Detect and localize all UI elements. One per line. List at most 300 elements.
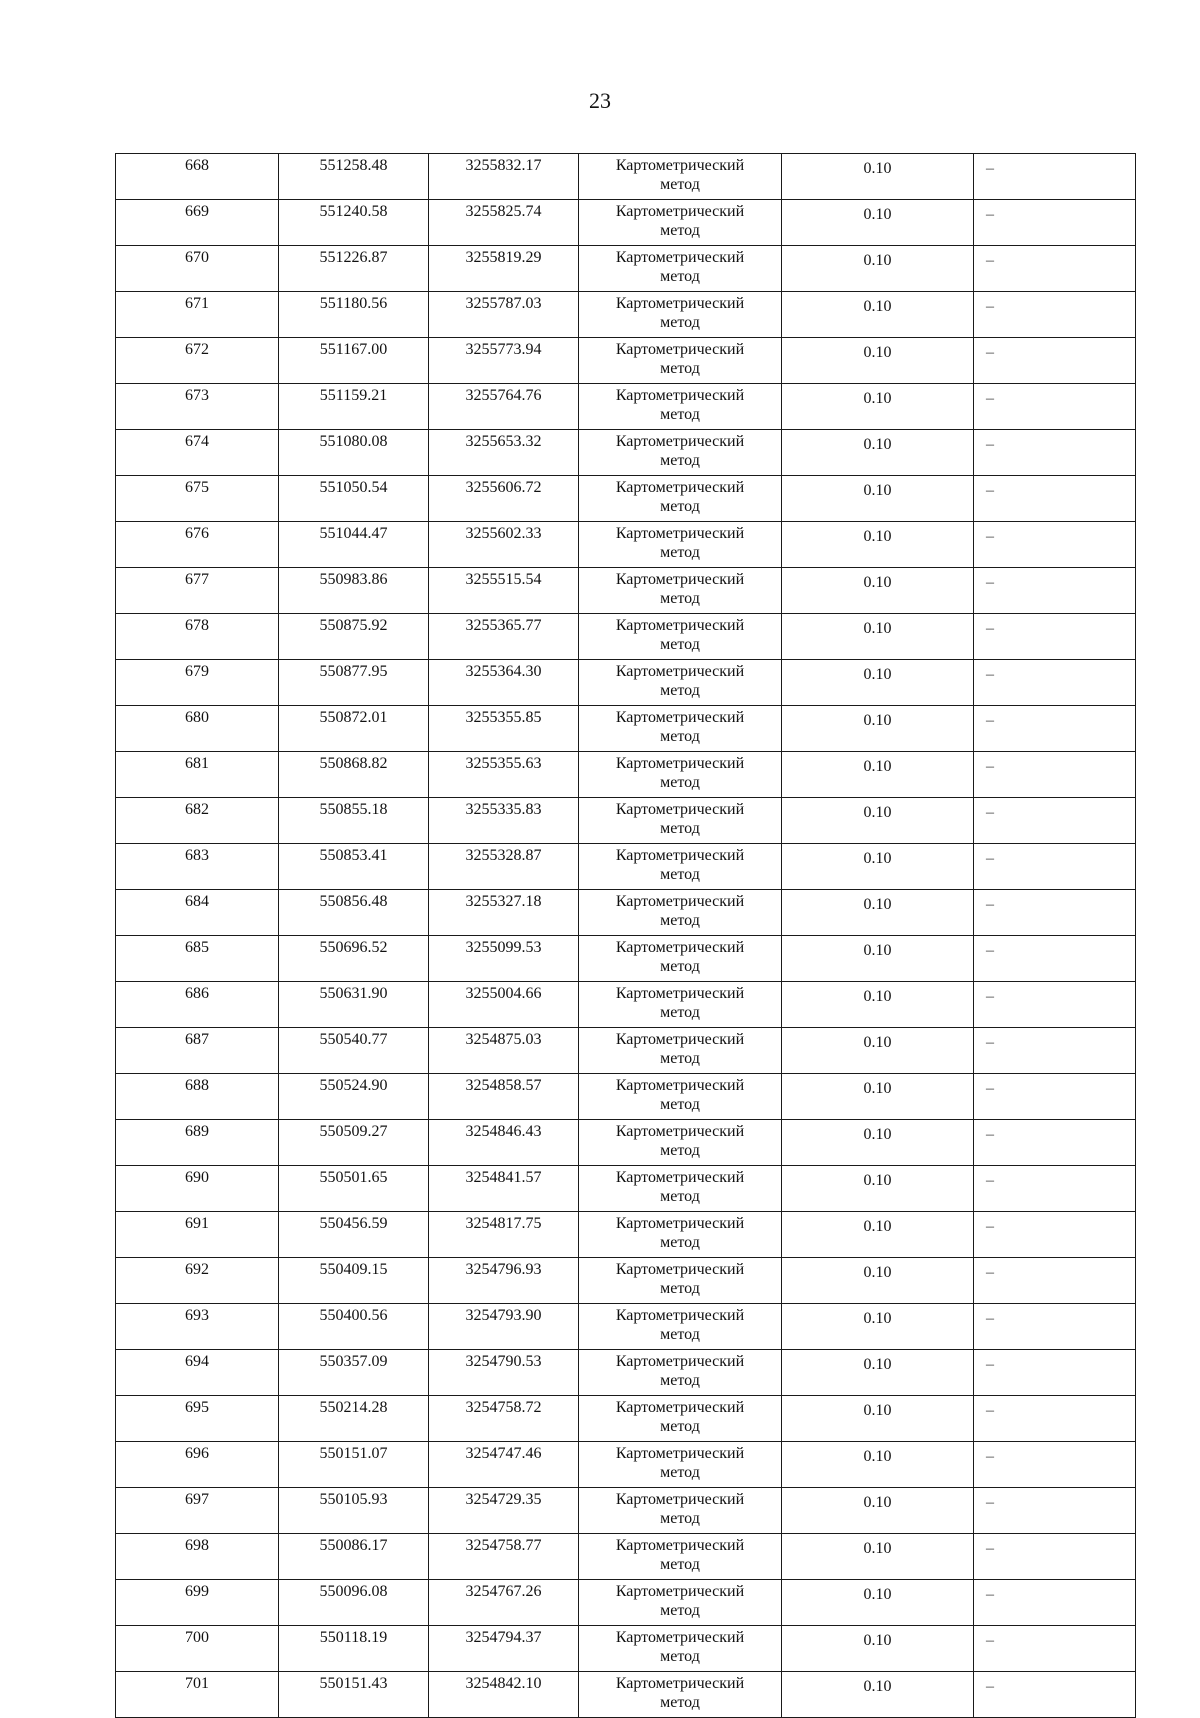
method-cell [579, 154, 782, 200]
method-label: Картометрический [615, 1399, 745, 1416]
table-row [116, 476, 1136, 522]
method-label: Картометрический [615, 387, 745, 404]
y-coordinate-cell: 3254796.93 [429, 1258, 579, 1304]
method-label-cont: метод [660, 176, 700, 193]
x-coordinate-cell: 550214.28 [279, 1396, 429, 1442]
note-cell: – [974, 936, 1136, 982]
table-row [116, 890, 1136, 936]
method-label-cont: метод [660, 1464, 700, 1481]
accuracy-cell: 0.10 [782, 1488, 974, 1534]
x-coordinate-cell: 550151.07 [279, 1442, 429, 1488]
method-cell [579, 1534, 782, 1580]
method-label-cont: метод [660, 1188, 700, 1205]
method-cell [579, 1028, 782, 1074]
x-coordinate-cell: 550456.59 [279, 1212, 429, 1258]
method-label: Картометрический [615, 571, 745, 588]
y-coordinate-cell: 3254793.90 [429, 1304, 579, 1350]
point-number-cell: 680 [116, 706, 279, 752]
method-cell [579, 1074, 782, 1120]
y-coordinate-cell: 3255602.33 [429, 522, 579, 568]
y-coordinate-cell: 3255819.29 [429, 246, 579, 292]
y-coordinate-cell: 3254846.43 [429, 1120, 579, 1166]
method-label-cont: метод [660, 774, 700, 791]
method-cell [579, 1304, 782, 1350]
table-row [116, 1350, 1136, 1396]
y-coordinate-cell: 3255355.85 [429, 706, 579, 752]
table-row [116, 1626, 1136, 1672]
accuracy-cell: 0.10 [782, 1442, 974, 1488]
note-cell: – [974, 1488, 1136, 1534]
accuracy-cell: 0.10 [782, 568, 974, 614]
method-label: Картометрический [615, 1031, 745, 1048]
note-cell: – [974, 1120, 1136, 1166]
point-number-cell: 668 [116, 154, 279, 200]
point-number-cell: 683 [116, 844, 279, 890]
y-coordinate-cell: 3255773.94 [429, 338, 579, 384]
method-label: Картометрический [615, 1077, 745, 1094]
method-label-cont: метод [660, 1004, 700, 1021]
point-number-cell: 677 [116, 568, 279, 614]
x-coordinate-cell: 551226.87 [279, 246, 429, 292]
x-coordinate-cell: 550855.18 [279, 798, 429, 844]
method-label: Картометрический [615, 341, 745, 358]
method-label-cont: метод [660, 498, 700, 515]
method-label: Картометрический [615, 1629, 745, 1646]
point-number-cell: 695 [116, 1396, 279, 1442]
method-cell [579, 890, 782, 936]
point-number-cell: 685 [116, 936, 279, 982]
x-coordinate-cell: 550118.19 [279, 1626, 429, 1672]
x-coordinate-cell: 550853.41 [279, 844, 429, 890]
table-row [116, 614, 1136, 660]
method-label-cont: метод [660, 1418, 700, 1435]
note-cell: – [974, 384, 1136, 430]
accuracy-cell: 0.10 [782, 292, 974, 338]
point-number-cell: 691 [116, 1212, 279, 1258]
note-cell: – [974, 982, 1136, 1028]
accuracy-cell: 0.10 [782, 1120, 974, 1166]
x-coordinate-cell: 551258.48 [279, 154, 429, 200]
table-row [116, 660, 1136, 706]
x-coordinate-cell: 551167.00 [279, 338, 429, 384]
method-cell [579, 798, 782, 844]
y-coordinate-cell: 3254875.03 [429, 1028, 579, 1074]
method-label-cont: метод [660, 1556, 700, 1573]
y-coordinate-cell: 3255653.32 [429, 430, 579, 476]
note-cell: – [974, 1580, 1136, 1626]
table-row [116, 1074, 1136, 1120]
method-cell [579, 1166, 782, 1212]
point-number-cell: 678 [116, 614, 279, 660]
table-row [116, 1166, 1136, 1212]
accuracy-cell: 0.10 [782, 982, 974, 1028]
accuracy-cell: 0.10 [782, 1166, 974, 1212]
x-coordinate-cell: 550105.93 [279, 1488, 429, 1534]
table-row [116, 1534, 1136, 1580]
point-number-cell: 701 [116, 1672, 279, 1718]
table-row [116, 1120, 1136, 1166]
note-cell: – [974, 706, 1136, 752]
page-number: 23 [589, 88, 611, 113]
table-row [116, 522, 1136, 568]
method-label: Картометрический [615, 1123, 745, 1140]
point-number-cell: 692 [116, 1258, 279, 1304]
y-coordinate-cell: 3255825.74 [429, 200, 579, 246]
table-row [116, 200, 1136, 246]
point-number-cell: 671 [116, 292, 279, 338]
method-label: Картометрический [615, 1583, 745, 1600]
method-cell [579, 292, 782, 338]
method-label: Картометрический [615, 249, 745, 266]
y-coordinate-cell: 3255787.03 [429, 292, 579, 338]
method-label-cont: метод [660, 406, 700, 423]
note-cell: – [974, 1442, 1136, 1488]
accuracy-cell: 0.10 [782, 844, 974, 890]
method-label-cont: метод [660, 590, 700, 607]
x-coordinate-cell: 550509.27 [279, 1120, 429, 1166]
method-label-cont: метод [660, 1326, 700, 1343]
table-row [116, 1488, 1136, 1534]
method-label: Картометрический [615, 985, 745, 1002]
accuracy-cell: 0.10 [782, 1074, 974, 1120]
method-label: Картометрический [615, 847, 745, 864]
y-coordinate-cell: 3255355.63 [429, 752, 579, 798]
method-label: Картометрический [615, 1675, 745, 1692]
method-cell [579, 1396, 782, 1442]
y-coordinate-cell: 3255004.66 [429, 982, 579, 1028]
accuracy-cell: 0.10 [782, 1028, 974, 1074]
table-row [116, 292, 1136, 338]
method-cell [579, 1212, 782, 1258]
method-label-cont: метод [660, 1234, 700, 1251]
method-label-cont: метод [660, 1280, 700, 1297]
y-coordinate-cell: 3255515.54 [429, 568, 579, 614]
point-number-cell: 689 [116, 1120, 279, 1166]
accuracy-cell: 0.10 [782, 1396, 974, 1442]
x-coordinate-cell: 550524.90 [279, 1074, 429, 1120]
table-row [116, 568, 1136, 614]
method-cell [579, 982, 782, 1028]
method-cell [579, 384, 782, 430]
table-row [116, 1672, 1136, 1718]
accuracy-cell: 0.10 [782, 154, 974, 200]
note-cell: – [974, 292, 1136, 338]
x-coordinate-cell: 551050.54 [279, 476, 429, 522]
x-coordinate-cell: 550983.86 [279, 568, 429, 614]
point-number-cell: 697 [116, 1488, 279, 1534]
method-label: Картометрический [615, 663, 745, 680]
note-cell: – [974, 568, 1136, 614]
note-cell: – [974, 476, 1136, 522]
method-cell [579, 200, 782, 246]
point-number-cell: 675 [116, 476, 279, 522]
point-number-cell: 696 [116, 1442, 279, 1488]
table-row [116, 1028, 1136, 1074]
method-label-cont: метод [660, 912, 700, 929]
accuracy-cell: 0.10 [782, 1212, 974, 1258]
table-row [116, 246, 1136, 292]
accuracy-cell: 0.10 [782, 476, 974, 522]
y-coordinate-cell: 3254842.10 [429, 1672, 579, 1718]
method-label: Картометрический [615, 1537, 745, 1554]
method-label: Картометрический [615, 617, 745, 634]
y-coordinate-cell: 3255365.77 [429, 614, 579, 660]
method-cell [579, 706, 782, 752]
method-cell [579, 1258, 782, 1304]
method-label: Картометрический [615, 1445, 745, 1462]
note-cell: – [974, 890, 1136, 936]
accuracy-cell: 0.10 [782, 1350, 974, 1396]
y-coordinate-cell: 3255335.83 [429, 798, 579, 844]
accuracy-cell: 0.10 [782, 614, 974, 660]
y-coordinate-cell: 3255364.30 [429, 660, 579, 706]
method-label-cont: метод [660, 1142, 700, 1159]
x-coordinate-cell: 550400.56 [279, 1304, 429, 1350]
method-label: Картометрический [615, 479, 745, 496]
table-row [116, 1304, 1136, 1350]
x-coordinate-cell: 551080.08 [279, 430, 429, 476]
x-coordinate-cell: 550696.52 [279, 936, 429, 982]
y-coordinate-cell: 3254747.46 [429, 1442, 579, 1488]
note-cell: – [974, 522, 1136, 568]
note-cell: – [974, 1396, 1136, 1442]
method-label-cont: метод [660, 1694, 700, 1711]
note-cell: – [974, 154, 1136, 200]
coordinates-table [115, 153, 1136, 1718]
method-label-cont: метод [660, 1510, 700, 1527]
accuracy-cell: 0.10 [782, 246, 974, 292]
point-number-cell: 687 [116, 1028, 279, 1074]
method-label-cont: метод [660, 268, 700, 285]
accuracy-cell: 0.10 [782, 1534, 974, 1580]
method-label-cont: метод [660, 544, 700, 561]
point-number-cell: 684 [116, 890, 279, 936]
accuracy-cell: 0.10 [782, 1580, 974, 1626]
y-coordinate-cell: 3255327.18 [429, 890, 579, 936]
x-coordinate-cell: 550540.77 [279, 1028, 429, 1074]
accuracy-cell: 0.10 [782, 1626, 974, 1672]
y-coordinate-cell: 3254767.26 [429, 1580, 579, 1626]
point-number-cell: 688 [116, 1074, 279, 1120]
accuracy-cell: 0.10 [782, 798, 974, 844]
x-coordinate-cell: 551159.21 [279, 384, 429, 430]
method-label: Картометрический [615, 1169, 745, 1186]
method-cell [579, 430, 782, 476]
point-number-cell: 694 [116, 1350, 279, 1396]
table-row [116, 430, 1136, 476]
x-coordinate-cell: 550086.17 [279, 1534, 429, 1580]
accuracy-cell: 0.10 [782, 1258, 974, 1304]
point-number-cell: 676 [116, 522, 279, 568]
method-label: Картометрический [615, 755, 745, 772]
method-label-cont: метод [660, 314, 700, 331]
method-label: Картометрический [615, 709, 745, 726]
method-label: Картометрический [615, 1215, 745, 1232]
table-row [116, 154, 1136, 200]
method-cell [579, 614, 782, 660]
method-cell [579, 1350, 782, 1396]
note-cell: – [974, 844, 1136, 890]
x-coordinate-cell: 550875.92 [279, 614, 429, 660]
method-label-cont: метод [660, 452, 700, 469]
point-number-cell: 681 [116, 752, 279, 798]
note-cell: – [974, 430, 1136, 476]
y-coordinate-cell: 3255764.76 [429, 384, 579, 430]
method-label-cont: метод [660, 958, 700, 975]
point-number-cell: 690 [116, 1166, 279, 1212]
table-row [116, 936, 1136, 982]
accuracy-cell: 0.10 [782, 430, 974, 476]
accuracy-cell: 0.10 [782, 706, 974, 752]
method-cell [579, 1672, 782, 1718]
table-row [116, 982, 1136, 1028]
method-label-cont: метод [660, 1050, 700, 1067]
accuracy-cell: 0.10 [782, 338, 974, 384]
note-cell: – [974, 1074, 1136, 1120]
accuracy-cell: 0.10 [782, 660, 974, 706]
method-label: Картометрический [615, 433, 745, 450]
method-label-cont: метод [660, 820, 700, 837]
method-label: Картометрический [615, 525, 745, 542]
note-cell: – [974, 338, 1136, 384]
y-coordinate-cell: 3255606.72 [429, 476, 579, 522]
method-cell [579, 936, 782, 982]
point-number-cell: 669 [116, 200, 279, 246]
y-coordinate-cell: 3254758.77 [429, 1534, 579, 1580]
note-cell: – [974, 1304, 1136, 1350]
method-label-cont: метод [660, 1602, 700, 1619]
note-cell: – [974, 200, 1136, 246]
y-coordinate-cell: 3254790.53 [429, 1350, 579, 1396]
x-coordinate-cell: 550409.15 [279, 1258, 429, 1304]
method-label: Картометрический [615, 1491, 745, 1508]
x-coordinate-cell: 551044.47 [279, 522, 429, 568]
accuracy-cell: 0.10 [782, 384, 974, 430]
x-coordinate-cell: 550868.82 [279, 752, 429, 798]
x-coordinate-cell: 551240.58 [279, 200, 429, 246]
method-label-cont: метод [660, 866, 700, 883]
accuracy-cell: 0.10 [782, 890, 974, 936]
y-coordinate-cell: 3254758.72 [429, 1396, 579, 1442]
y-coordinate-cell: 3254729.35 [429, 1488, 579, 1534]
method-cell [579, 476, 782, 522]
table-row [116, 798, 1136, 844]
point-number-cell: 686 [116, 982, 279, 1028]
note-cell: – [974, 1258, 1136, 1304]
method-label-cont: метод [660, 636, 700, 653]
table-row [116, 844, 1136, 890]
note-cell: – [974, 1672, 1136, 1718]
accuracy-cell: 0.10 [782, 752, 974, 798]
point-number-cell: 699 [116, 1580, 279, 1626]
method-cell [579, 1488, 782, 1534]
point-number-cell: 673 [116, 384, 279, 430]
x-coordinate-cell: 550631.90 [279, 982, 429, 1028]
note-cell: – [974, 1534, 1136, 1580]
method-cell [579, 568, 782, 614]
coordinates-table-body [116, 154, 1136, 1718]
point-number-cell: 674 [116, 430, 279, 476]
method-cell [579, 246, 782, 292]
accuracy-cell: 0.10 [782, 1304, 974, 1350]
table-row [116, 1580, 1136, 1626]
y-coordinate-cell: 3255328.87 [429, 844, 579, 890]
point-number-cell: 672 [116, 338, 279, 384]
x-coordinate-cell: 550501.65 [279, 1166, 429, 1212]
table-row [116, 1442, 1136, 1488]
method-label-cont: метод [660, 360, 700, 377]
note-cell: – [974, 1350, 1136, 1396]
point-number-cell: 682 [116, 798, 279, 844]
method-cell [579, 660, 782, 706]
note-cell: – [974, 752, 1136, 798]
x-coordinate-cell: 550096.08 [279, 1580, 429, 1626]
point-number-cell: 698 [116, 1534, 279, 1580]
method-label: Картометрический [615, 203, 745, 220]
table-row [116, 706, 1136, 752]
method-cell [579, 1442, 782, 1488]
method-label: Картометрический [615, 157, 745, 174]
y-coordinate-cell: 3255099.53 [429, 936, 579, 982]
table-row [116, 338, 1136, 384]
table-row [116, 752, 1136, 798]
y-coordinate-cell: 3254841.57 [429, 1166, 579, 1212]
method-label-cont: метод [660, 1372, 700, 1389]
method-label-cont: метод [660, 682, 700, 699]
method-label-cont: метод [660, 222, 700, 239]
table-row [116, 1212, 1136, 1258]
accuracy-cell: 0.10 [782, 1672, 974, 1718]
note-cell: – [974, 1626, 1136, 1672]
table-row [116, 1258, 1136, 1304]
note-cell: – [974, 1028, 1136, 1074]
y-coordinate-cell: 3254817.75 [429, 1212, 579, 1258]
method-label: Картометрический [615, 1261, 745, 1278]
accuracy-cell: 0.10 [782, 200, 974, 246]
method-cell [579, 1580, 782, 1626]
method-label: Картометрический [615, 1307, 745, 1324]
point-number-cell: 693 [116, 1304, 279, 1350]
method-label: Картометрический [615, 295, 745, 312]
x-coordinate-cell: 550357.09 [279, 1350, 429, 1396]
note-cell: – [974, 1212, 1136, 1258]
table-row [116, 1396, 1136, 1442]
method-label-cont: метод [660, 728, 700, 745]
table-row [116, 384, 1136, 430]
note-cell: – [974, 660, 1136, 706]
note-cell: – [974, 1166, 1136, 1212]
method-label-cont: метод [660, 1648, 700, 1665]
x-coordinate-cell: 551180.56 [279, 292, 429, 338]
x-coordinate-cell: 550151.43 [279, 1672, 429, 1718]
method-label-cont: метод [660, 1096, 700, 1113]
method-cell [579, 1120, 782, 1166]
method-label: Картометрический [615, 893, 745, 910]
point-number-cell: 670 [116, 246, 279, 292]
x-coordinate-cell: 550872.01 [279, 706, 429, 752]
method-label: Картометрический [615, 1353, 745, 1370]
note-cell: – [974, 798, 1136, 844]
accuracy-cell: 0.10 [782, 936, 974, 982]
method-cell [579, 844, 782, 890]
x-coordinate-cell: 550877.95 [279, 660, 429, 706]
y-coordinate-cell: 3254794.37 [429, 1626, 579, 1672]
y-coordinate-cell: 3254858.57 [429, 1074, 579, 1120]
method-cell [579, 338, 782, 384]
method-cell [579, 1626, 782, 1672]
method-cell [579, 752, 782, 798]
note-cell: – [974, 246, 1136, 292]
